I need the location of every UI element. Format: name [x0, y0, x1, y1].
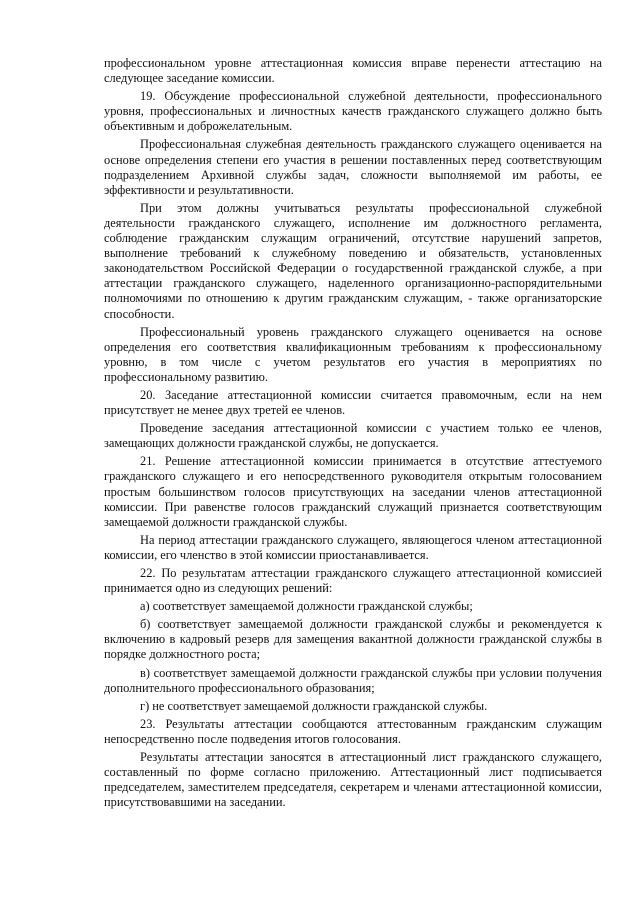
paragraph-21: 21. Решение аттестационной комиссии принимается в отсутствие аттестуемого гражданского служащего и его непосредственного руководителя открытым голосованием простым большинством голосов присутствующих на заседании членов аттестационной комиссии. При равенстве голосов гражданский служащий признается соответствующим замещаемой должности гражданской службы. — [104, 454, 602, 529]
document-page — [104, 56, 602, 813]
list-item-v: в) соответствует замещаемой должности гражданской службы при условии получения дополнительного профессионального образования; — [104, 665, 602, 695]
paragraph-activity-assessment: Профессиональная служебная деятельность гражданского служащего оценивается на основе определения степени его участия в решении поставленных перед соответствующим подразделением Архивной службы задач, сложности выполняемой им работы, ее эффективности и результативности. — [104, 137, 602, 197]
paragraph-professional-level: Профессиональный уровень гражданского служащего оценивается на основе определения его соответствия квалификационным требованиям к профессиональному уровню, в том числе с учетом результатов его участия в мероприятиях по профессиональному развитию. — [104, 324, 602, 384]
list-item-a: а) соответствует замещаемой должности гражданской службы; — [140, 599, 473, 614]
paragraph-20: 20. Заседание аттестационной комиссии считается правомочным, если на нем присутствует не менее двух третей ее членов. — [104, 387, 602, 418]
paragraph-19: 19. Обсуждение профессиональной служебной деятельности, профессионального уровня, профессиональных и личностных качеств гражданского служащего должно быть объективным и доброжелательным. — [104, 89, 602, 134]
paragraph-results-considered: При этом должны учитываться результаты профессиональной служебной деятельности гражданского служащего, исполнение им должностного регламента, соблюдение гражданским служащим ограничений, отсутствие нарушений запретов, выполнение требований к служебному поведению и обязательств, установленных законодательством Российской Федерации о государственной гражданской службе, а при аттестации гражданского служащего, наделенного организационно-распорядительными полномочиями по отношению к другим гражданским служащим, - также организаторские способности. — [104, 200, 602, 321]
paragraph-meeting-members: Проведение заседания аттестационной комиссии с участием только ее членов, замещающих должности гражданской службы, не допускается. — [104, 421, 602, 451]
list-item-g: г) не соответствует замещаемой должности гражданской службы. — [140, 698, 488, 713]
paragraph-membership-suspended: На период аттестации гражданского служащего, являющегося членом аттестационной комиссии, его членство в этой комиссии приостанавливается. — [104, 532, 602, 562]
list-item-b: б) соответствует замещаемой должности гражданской службы и рекомендуется к включению в кадровый резерв для замещения вакантной должности гражданской службы в порядке должностного роста; — [104, 617, 602, 662]
paragraph-22: 22. По результатам аттестации гражданского служащего аттестационной комиссией принимается одно из следующих решений: — [104, 566, 602, 596]
paragraph-attestation-sheet: Результаты аттестации заносятся в аттестационный лист гражданского служащего, составленный по форме согласно приложению. Аттестационный лист подписывается председателем, заместителем председателя, секретарем и членами аттестационной комиссии, присутствовавшими на заседании. — [104, 750, 602, 810]
paragraph-23: 23. Результаты аттестации сообщаются аттестованным гражданским служащим непосредственно после подведения итогов голосования. — [104, 716, 602, 746]
paragraph-continuation: профессиональном уровне аттестационная комиссия вправе перенести аттестацию на следующее заседание комиссии. — [104, 56, 602, 86]
